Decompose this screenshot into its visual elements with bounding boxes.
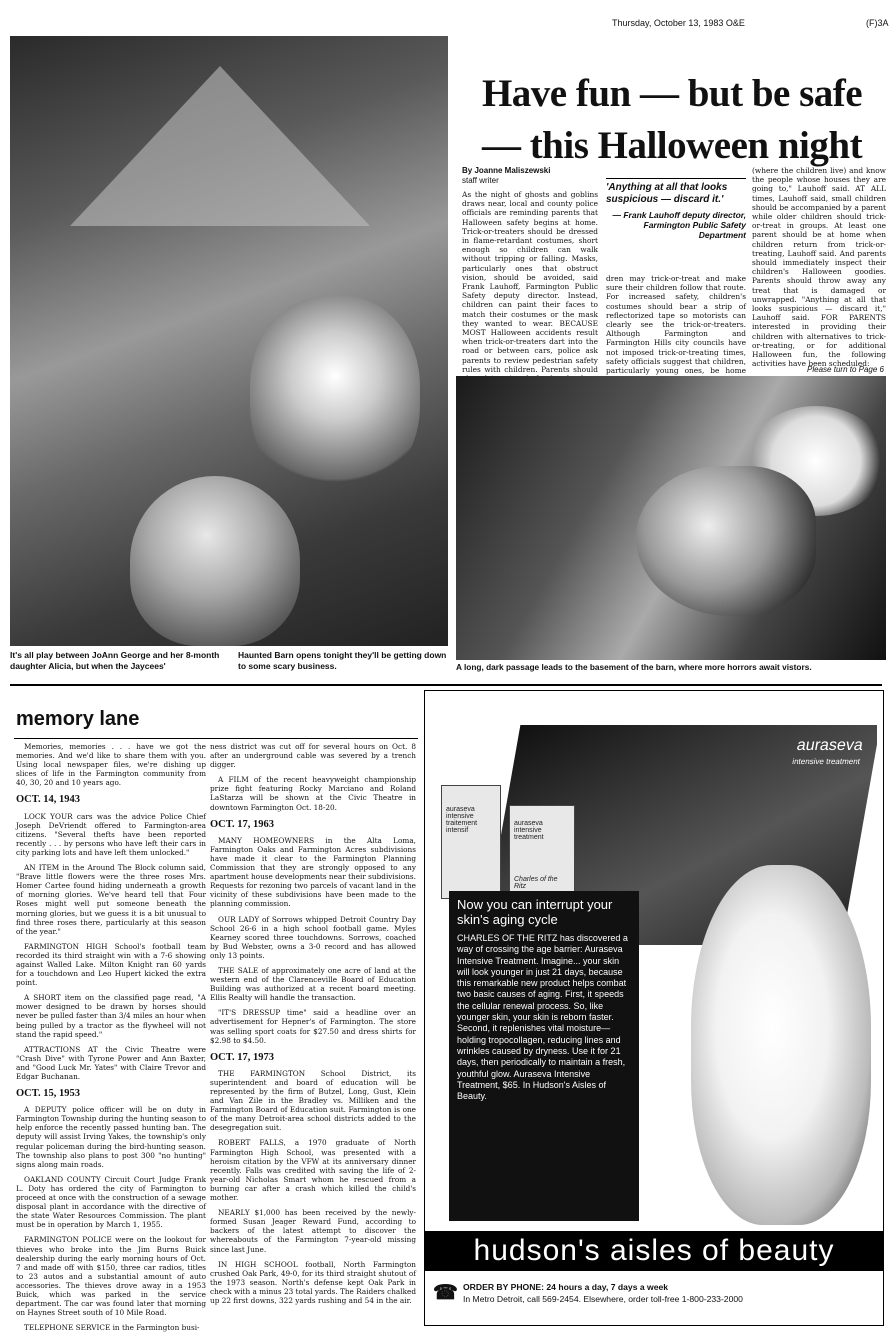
article-column-2: dren may trick-or-treat and make sure their children follow that route. For increased safety, children's costumes should bear a strip of reflectorized tape so motorists can clearly see the trick-or-treaters. Although Farmington and Farmington Hills city councils have not imposed trick-or-treating times, safety officials suggest that children, particularly young ones, be home: [606, 274, 746, 376]
memory-lane-title: memory lane: [16, 708, 140, 730]
pull-quote: [606, 178, 746, 240]
ad-product-photo: [431, 695, 877, 1229]
product-bottle: [441, 785, 501, 899]
box-subtitle: intensive treatment: [791, 757, 861, 766]
photo-caption-right: A long, dark passage leads to the basement of the barn, where more horrors await vistors.: [456, 662, 812, 672]
box-brand: aurasevа: [795, 737, 865, 754]
byline-author: By Joanne Maliszewski: [462, 166, 551, 175]
item: ness district was cut off for several hours on Oct. 8 after an underground cable was severed by a trench digger.: [210, 742, 416, 770]
bottle-label: aurasevа intensive traitement intensif: [446, 806, 478, 834]
section-divider: [10, 684, 882, 686]
item: NEARLY $1,000 has been received by the newly-formed Susan Jeager Reward Fund, according to backers of the latest attempt to discover the whereabouts of the Farmington 7-year-old missing since last June.: [210, 1208, 416, 1254]
item: FARMINGTON HIGH School's football team recorded its third straight win with a 7-6 showing against Walled Lake. Milton Knight ran 60 yards for a touchdown and Leo Hupert kicked the extra point.: [16, 941, 206, 988]
pull-quote-text: 'Anything at all that looks suspicious — discard it.': [606, 178, 746, 206]
article-column-1: As the night of ghosts and goblins draws near, local and county police officials are reminding parents that Halloween safety begins at home. Trick-or-treaters should be dressed in flame-retardant costumes, short enough so children can walk without tripping or falling. Masks, particularly ones that obstruct vision, should be avoided, said Frank Lauhoff, Farmington Public Safety deputy director. Instead, children can paint their faces to match their costumes or the mask they wanted to wear. BECAUSE MOST Halloween accidents result when trick-or-treaters dart into the road or between cars, police ask parents to review pedestrian safety rules with children. Parents should: [462, 190, 598, 374]
photo-caption-middle: Haunted Barn opens tonight they'll be getting down to some scary business.: [238, 650, 447, 671]
model-face: [691, 865, 871, 1225]
memory-lane-rule: [14, 738, 418, 739]
item: LOCK YOUR cars was the advice Police Chief Joseph DeVriendt offered to Farmington-area citizens. "Several thefts have been reported recently . . . by persons who have left their cars in city parking lots and have left them unlocked.": [16, 811, 206, 857]
item: IN HIGH SCHOOL football, North Farmington crushed Oak Park, 49-0, for its third straight shutout of the 1973 season. North's defense kept Oak Park in check with a minus 23 total yards. The Raiders chalked up 22 first downs, 322 yards rushing and 54 in the air.: [210, 1259, 416, 1305]
item: AN ITEM in the Around The Block column said, "Brave little flowers were the three roses Mrs. Homer Cartee found hiding underneath a growth of morning glories. We've heard tell that Four Roses might well put someone beneath the morning glories, but we guess it is a bit unusual to find three roses there, particularly at this season of the year.": [16, 863, 206, 936]
issue-date: Thursday, October 13, 1983 O&E: [612, 18, 745, 28]
article-column-3: (where the children live) and know the people whose houses they are going to," Lauhoff said. AT ALL times, Lauhoff said, small children should be accompanied by a parent while older children should trick-or-treat in groups. At least one parent should be at home when children return from trick-or-treating, Lauhoff said. And parents should immediately inspect their children's Halloween goodies. Parents should throw away any treat that is damaged or unwrapped. "Anything at all that looks suspicious — discard it," Lauhoff said. FOR PARENTS interested in providing their children with alternatives to trick-or-treating, or for additional Halloween fun, the following activities have been scheduled:: [752, 166, 886, 369]
date-heading: OCT. 17, 1973: [210, 1051, 274, 1063]
bottle-label: aurasevа intensive treatment: [514, 820, 544, 841]
ad-copy-box: [449, 891, 639, 1221]
item: "IT'S DRESSUP time" said a headline over an advertisement for Hepner's of Farmington. The store was selling sport coats for $27.50 and dress shirts for $2.98 to $4.50.: [210, 1008, 416, 1045]
memory-lane-column-2: [210, 742, 416, 1311]
telephone-icon: ☎: [433, 1282, 458, 1304]
memory-lane-column-1: [16, 742, 206, 1338]
item: MANY HOMEOWNERS in the Alta Loma, Farmington Oaks and Farmington Acres subdivisions have made it clear to the Farmington Planning Commission that they are strongly opposed to any apartment house developments near their subdivisions. Requests for rezoning two parcels of vacant land in the vicinity of these subdivisions have been made to the planning commission.: [210, 835, 416, 909]
item: THE FARMINGTON School District, its superintendent and board of education will be represented by the firm of Butzel, Long, Gust, Klein and Van Zile in the Bradley vs. Milliken and the Farmington Board of Education suit. Farmington is one of the many Detroit-area school districts added to the desegregation suit.: [210, 1068, 416, 1133]
product-bottle: [509, 805, 575, 903]
item: A SHORT item on the classified page read, "A mower designed to be drawn by horses should never be pulled faster than 3/4 miles an hour when being pulled by a tractor as the flywheel will not stand the rapid speed.": [16, 993, 206, 1039]
hudsons-advertisement: [424, 690, 884, 1326]
haunted-barn-photo: [10, 36, 448, 646]
ad-headline: Now you can interrupt your skin's aging cycle: [457, 897, 613, 927]
photo-caption-left: It's all play between JoAnn George and her 8-month daughter Alicia, but when the Jaycees': [10, 650, 220, 671]
item: TELEPHONE SERVICE in the Farmington busi-: [24, 1323, 200, 1333]
item: ATTRACTIONS AT the Civic Theatre were "Crash Dive" with Tyrone Power and Ann Baxter, and "Good Luck Mr. Yates" with Claire Trevor and Edgar Buchanan.: [16, 1044, 206, 1081]
ad-body: CHARLES OF THE RITZ has discovered a way of crossing the age barrier: Aurasevа Intensive Treatment. Imagine... your skin will look younger in just 21 days, because this remarkable new product helps combat two basic causes of aging. First, it speeds the cellular renewal process. So, like younger skin, your skin is reborn faster. Second, it replenishes vital moisture—holding tropocollagen, reducing lines and wrinkles caused by dryness. Use it for 21 days, then periodically to maintain a fresh, youthful glow. Aurasevа Intensive Treatment, $65. In Hudson's Aisles of Beauty.: [457, 933, 628, 1102]
order-line-1: ORDER BY PHONE: 24 hours a day, 7 days a week: [463, 1282, 669, 1292]
feature-headline: Have fun — but be safe — this Halloween night: [481, 72, 863, 167]
store-banner: hudson's aisles of beauty: [425, 1231, 883, 1271]
intro: Memories, memories . . . have we got the memories. And we'd like to share them with you. Using local newspaper files, we're dishing up slices of life in the Farmington community from 40, 30, 20 and 10 years ago.: [16, 742, 206, 788]
byline-role: staff writer: [462, 176, 499, 185]
jump-line: Please turn to Page 6: [807, 365, 884, 374]
item: OAKLAND COUNTY Circuit Court Judge Frank L. Doty has ordered the city of Farmington to proceed at once with the construction of a sewage disposal plant in accordance with the directive of the state Water Resources Commission. The plant must be in operation by March 1, 1955.: [16, 1174, 206, 1230]
date-heading: OCT. 17, 1963: [210, 818, 274, 830]
basement-monster-photo: [456, 376, 886, 660]
item: FARMINGTON POLICE were on the lookout for thieves who broke into the Jim Burns Buick dealership during the early morning hours of Oct. 7 and made off with $150, three car radios, titles to 23 autos and a substantial amount of auto accessories. The thieves drove away in a 1953 Buick, which was parked in the service department. The car was found later that morning on Haynes Street south of 10 Mile Road.: [16, 1235, 206, 1318]
date-heading: OCT. 15, 1953: [16, 1088, 80, 1100]
page-number: (F)3A: [866, 18, 889, 28]
byline: [462, 166, 602, 186]
item: A DEPUTY police officer will be on duty in Farmington Township during the hunting season to help enforce the recently passed hunting ban. The deputy will assist Irving Yakes, the township's only regular policeman during the bird-hunting season. The township also plans to post 300 "no hunting" signs along main roads.: [16, 1105, 206, 1169]
item: THE SALE of approximately one acre of land at the western end of the Clarenceville Board of Education Building was authorized at a recent board meeting. Ellis Realty will handle the transaction.: [210, 965, 416, 1003]
bottle-brand: Charles of the Ritz: [514, 876, 558, 890]
pull-quote-attribution: — Frank Lauhoff deputy director, Farmington Public Safety Department: [612, 210, 746, 240]
item: ROBERT FALLS, a 1970 graduate of North Farmington High School, was presented with a heroism citation by the VFW at its anniversary dinner recently. Falls was credited with saving the life of 2-year-old Nicholas Smart whom he rescued from a burning car after a crash which killed the child's mother.: [210, 1138, 416, 1203]
order-line-2: In Metro Detroit, call 569-2454. Elsewhere, order toll-free 1-800-233-2000: [463, 1294, 743, 1304]
date-heading: OCT. 14, 1943: [16, 794, 80, 806]
item: A FILM of the recent heavyweight championship prize fight featuring Rocky Marciano and Roland LaStarza will be shown at the Civic Theatre in downtown Farmington Oct. 18-20.: [210, 775, 416, 812]
item: OUR LADY of Sorrows whipped Detroit Country Day School 26-6 in a high school football game. Myles Kearney scored three touchdowns. Sorrows, coached by Bud Webster, owns a 3-0 record and has allowed only 13 points.: [210, 914, 416, 960]
